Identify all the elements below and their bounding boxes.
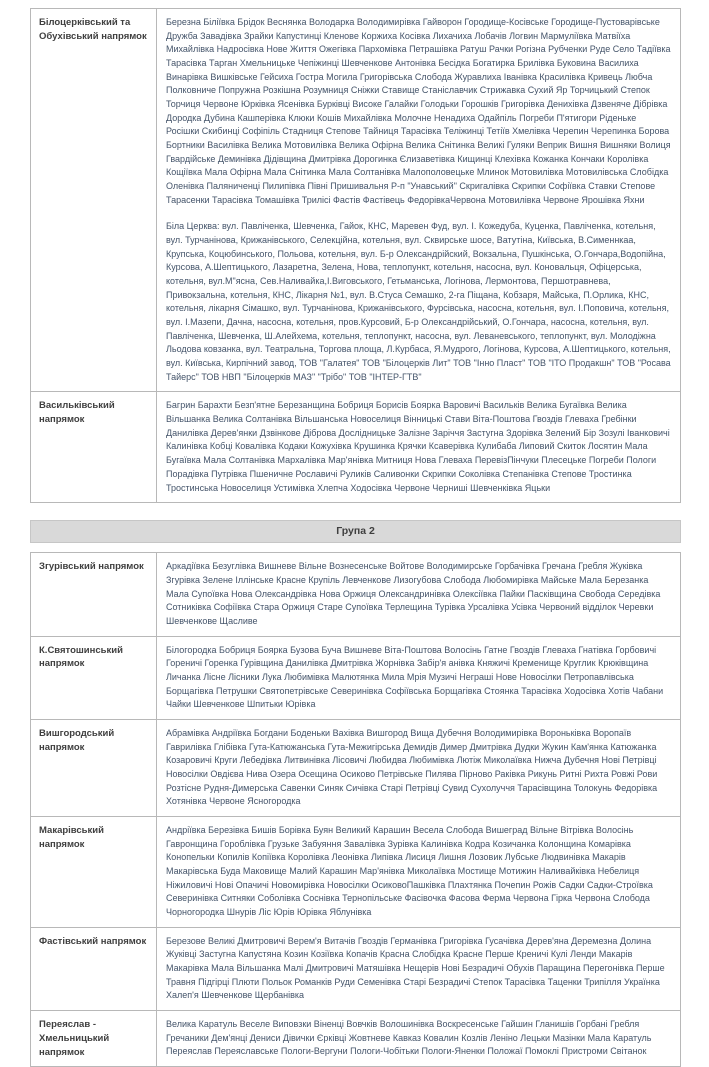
- direction-settlements-list: [157, 553, 681, 636]
- direction-label-fastivskyi: Фастівський напрямок: [31, 927, 157, 1010]
- settlements-paragraph: Велика Каратуль Веселе Виповзки Віненці Вовчків Волошинівка Воскресенське Гайшин Гланишів Горбані Гребля Гречаники Дем'янці Дениси Дівички Єрківці Жовтневе Кавказ Ковалин Козлів Леніно Лецьки Мазінки Мала Каратуль Переяслав Переяславське Пологи-Вергуни Пологи-Чобітьки Пологи-Яненки Положаї Помоклі Пристроми Світанок: [166, 1018, 652, 1057]
- direction-label-vyshhorodskyi: Вишгородський напрямок: [31, 719, 157, 816]
- table-row: [31, 9, 681, 392]
- settlements-paragraph: Абрамівка Андріївка Богдани Боденьки Вахівка Вишгород Вища Дубечня Володимирівка Вороньківка Воропаїв Гаврилівка Глібівка Гута-Катюжанська Гута-Межигірська Демидів Димер Дмитрівка Дудки Жукин Кам'янка Катюжанка Козаровичі Круги Лебедівка Литвинівка Лісовичі Любидва Любимівка Лютіж Миколаївка Нижча Дубечня Нові Петрівці Новосілки Овдієва Нива Озера Осещина Осиково Петрівське Пилява Пірново Раківка Рикунь Ритні Рихта Ровжі Рови Розтісне Рудня-Димерська Савенки Синяк Сичівка Старі Петрівці Сувид Сухолуччя Тарасівщина Толокунь Федорівка Хотянівка Червоне Ясногородка: [166, 727, 658, 807]
- table-row: [31, 553, 681, 636]
- settlements-paragraph: Андріївка Березівка Бишів Борівка Буян Великий Карашин Весела Слобода Вишеград Вільне Вітрівка Волосінь Гавронщина Гороблівка Грузьке Забуяння Завалівка Зурівка Калинівка Кодра Козичанка Колонщина Комарівка Конопельки Копилів Копіївка Королівка Леонівка Липівка Лисиця Лишня Лозовик Лубське Людвинівка Макарів Макарівська Буда Маковище Малий Карашин Мар'янівка Миколаївка Мостище Мотижин Наливайківка Небелиця Ніжиловичі Нові Опачичі Новомирівка Новосілки ОсиковоПашківка Плахтянка Почепин Рожів Садки Садки-Строївка Северинівка Ситняки Соболівка Соснівка Тернопільське Фасівочка Фасова Ферма Червона Гірка Червона Слобода Чорногородка Шнурів Ліс Юрів Юрівка Яблунівка: [166, 824, 653, 917]
- table-row: [31, 392, 681, 503]
- direction-settlements-list: [157, 719, 681, 816]
- settlements-paragraph: Аркадіївка Безуглівка Вишневе Вільне Вознесенське Войтове Володимирське Горбачівка Гречана Гребля Жуківка Згурівка Зелене Іллінське Красне Крупіль Левченкове Лизогубова Слобода Любомирівка Майське Мала Березанка Мала Супоївка Нова Олександрівка Нова Оржиця Олександринівка Олексіївка Пайки Пасківщина Свобода Середівка Сотниківка Софіївка Стара Оржиця Старе Супоївка Терлещина Турівка Урсалівка Усівка Червоний відділок Черевки Шевченкове Щасливе: [166, 561, 661, 626]
- settlements-paragraph: Багрин Барахти Безп'ятне Березанщина Бобриця Борисів Боярка Варовичі Васильків Велика Бугаївка Велика Вільшанка Велика Солтанівка Вільшанська Новоселиця Вінницькі Стави Віта-Поштова Гвоздів Глеваха Гребінки Данилівка Дерев'янки Дзвінкове Діброва Дослідницьке Залізне Заріччя Застугна Здорівка Зелений Бір Зозулі Іванковичі Калинівка Кобці Ковалівка Кодаки Кожухівка Крушинка Крячки Ксаверівка Кулибаба Липовий Скиток Лосятин Мала Бугаївка Мала Солтанівка Мархалівка Мар'янівка Митниця Нова Глеваха ПеревізПінчуки Плесецьке Погреби Пологи Порадівка Путрівка Пшеничне Рославичі Руликів Саливонки Скрипки Соколівка Степанівка Степове Тростинка Тростинська Новоселиця Устимівка Хлепча Ходосівка Червоне Черниші Шевченківка Яцьки: [166, 400, 670, 493]
- direction-label-zghurivskyi: Згурівський напрямок: [31, 553, 157, 636]
- settlements-paragraph: Березове Великі Дмитровичі Верем'я Витачів Гвоздів Германівка Григорівка Гусачівка Дерев'яна Деремезна Долина Жуківці Застугна Капустяна Козин Козіївка Копачів Красна Слобідка Красне Перше Креничі Кулі Ленди Макарів Макарівка Мала Вільшанка Малі Дмитровичі Матяшівка Нещерів Нові Безрадичі Обухів Паращина Перегонівка Перше Травня Підгірці Плюти Польок Романків Руди Семенівка Старі Безрадичі Степок Тарасівка Таценки Трипілля Українка Халеп'я Шевченкове Щербанівка: [166, 935, 665, 1001]
- table-row: [31, 719, 681, 816]
- table-row: [31, 636, 681, 719]
- direction-settlements-list: [157, 636, 681, 719]
- table-row: [31, 927, 681, 1010]
- directions-table-group1: [30, 8, 681, 503]
- direction-label-makarivskyi: Макарівський напрямок: [31, 816, 157, 927]
- bila-tserkva-streets-paragraph: Біла Церква: вул. Павліченка, Шевченка, Гайок, КНС, Маревен Фуд, вул. І. Кожедуба, Куценка, Павліченка, котельня, вул. Турчанінова, Крижанівського, Селекційна, котельня, вул. Сквирське шосе, Ватутіна, Київська, В.Сименнкаа, Крупська, Коцюбинського, Польова, котельня, вул. Б-р Олександрійский, Вокзальна, Пушкінська, О.Гончара,Водопійна, Курсова, А.Шептицького, Лазаретна, Зелена, Нова, теплопункт, котельня, насосна, вул. Коновальця, Офіцерська, котельня, вул.М"ясна, Сев.Наливайка,І.Виговського, Гетьманська, Логінова, Лермонтова, Першотравнева, Привокзальна, котельня, КНС, Лікарня №1, вул. В.Стуса Семашко, 2-га Піщана, Кобзаря, Майська, П.Орлика, КНС, котельня, лікарня Сімашко, вул. Турчанінова, Крижанівського, Фурсівська, насосна, котельня, вул. І.Поповича, котельня, вул. І.Мазепи, Дачна, насосна, котельня, пров.Курсовий, Б-р Олександрійський, О.Гончара, насосна, котельня, вул. Павліченка, Шевченка, Ш.Алейхема, котельня, теплопункт, насосна, вул. Леваневського, теплопункт, вул. Молодіжна Льодова ковзанка, вул. Театральна, Торгова площа, Л.Курбаса, Я.Мудрого, Логінова, Курсова, А.Шептицького, котельня, вул. Київська, Кирпічний завод, ТОВ "Галатея" ТОВ "Білоцерків Лит" ТОВ "Інно Пласт" ТОВ "ІТО Продакшн" ТОВ "Росава Тайерс" ТОВ НВП "Білоцерків МАЗ" "Трібо" ТОВ "ІНТЕР-ГТВ": [166, 221, 671, 382]
- group2-header: Група 2: [30, 520, 681, 543]
- directions-table-group2: [30, 552, 681, 1067]
- settlements-paragraph: Березна Біліївка Брідок Веснянка Володарка Володимирівка Гайворон Городище-Косівське Городище-Пустоварівське Дружба Завадівка Зрайки Капустинці Кленове Коржиха Косівка Лихачиха Лобачів Логвин Мармуліївка Матвіїха Михайлівка Надросівка Нове Життя Ожегівка Пархомівка Петрашівка Ратуш Рачки Рогізна Рубченки Руде Село Тадіївка Тарасівка Тарган Хмельницьке Чепіжинці Шевченкове Антонівка Бесідка Богатирка Брилівка Буковина Василиха Винарівка Вишківське Гейсиха Гостра Могила Григорівська Слобода Журавлиха Іванівка Красилівка Кривець Любча Полковниче Попружна Розкішна Розумниця Сніжки Ставище Станіславчик Стрижавка Сухий Яр Торчицький Степок Торчиця Червоне Юрківка Ясенівка Бурківці Високе Галайки Голодьки Горошків Григорівка Денихівка Дзвеняче Дібрівка Дородка Дубина Кашперівка Клюки Кошів Михайлівка Молочне Ненадиха Одайпіль Погреби П'ятигори Ріденьке Росішки Скибинці Софіпіль Стадниця Степове Тайниця Тарасівка Теліжинці Тетіїв Хмелівка Черепин Черепинка Борова Бортники Василівка Велика Мотовилівка Велика Офірна Велика Снітинка Великі Гуляки Веприк Вишня Вишняки Волиця Гвардійське Деминівка Дідівщина Дмитрівка Дорогинка Єлизаветівка Кищинці Клехівка Кожанка Кончаки Королівка Кощіївка Мала Офірна Мала Снітинка Мала Солтанівка Малополовецьке Млинок Мотовилівка Мотовилівська Слобідка Оленівка Паляниченці Пилипівка Півні Пришивальня Р-п "Унавський" Скригалівка Скрипки Софіївка Ставки Степове Тарасенки Тарасівка Томашівка Трилісі Фастів Фастівець ФедорівкаЧервона Мотовилівка Червоне Ярошівка Яхни: [166, 17, 671, 205]
- direction-label-pereiaslav-khmelnytskyi: Переяслав - Хмельницький напрямок: [31, 1010, 157, 1066]
- direction-settlements-list: [157, 392, 681, 503]
- direction-settlements-list: [157, 816, 681, 927]
- table-row: [31, 1010, 681, 1066]
- direction-label-k-sviatoshynskyi: К.Святошинський напрямок: [31, 636, 157, 719]
- direction-settlements-list: [157, 9, 681, 392]
- settlements-paragraph: Білогородка Бобриця Боярка Бузова Буча Вишневе Віта-Поштова Волосінь Гатне Гвоздів Глеваха Гнатівка Горбовичі Гореничі Горенка Гурівщина Данилівка Дмитрівка Жорнівка Забір'я анівка Княжичі Кременище Круглик Крюківщина Личанка Лісне Лісники Лука Любимівка Малютянка Мила Мрія Музичі Неграші Нове Новосілки Петропавлівська Борщагівка Петрушки Святопетрівське Северинівка Софіївська Борщагівка Стоянка Тарасівка Ходосівка Хотів Чабани Чайки Шевченкове Шпитьки Юрівка: [166, 644, 664, 710]
- table-row: [31, 816, 681, 927]
- direction-settlements-list: [157, 1010, 681, 1066]
- direction-label-bilotserkivskyi-obukhivskyi: Білоцерківський та Обухівський напрямок: [31, 9, 157, 392]
- direction-label-vasylkivskyi: Васильківський напрямок: [31, 392, 157, 503]
- direction-settlements-list: [157, 927, 681, 1010]
